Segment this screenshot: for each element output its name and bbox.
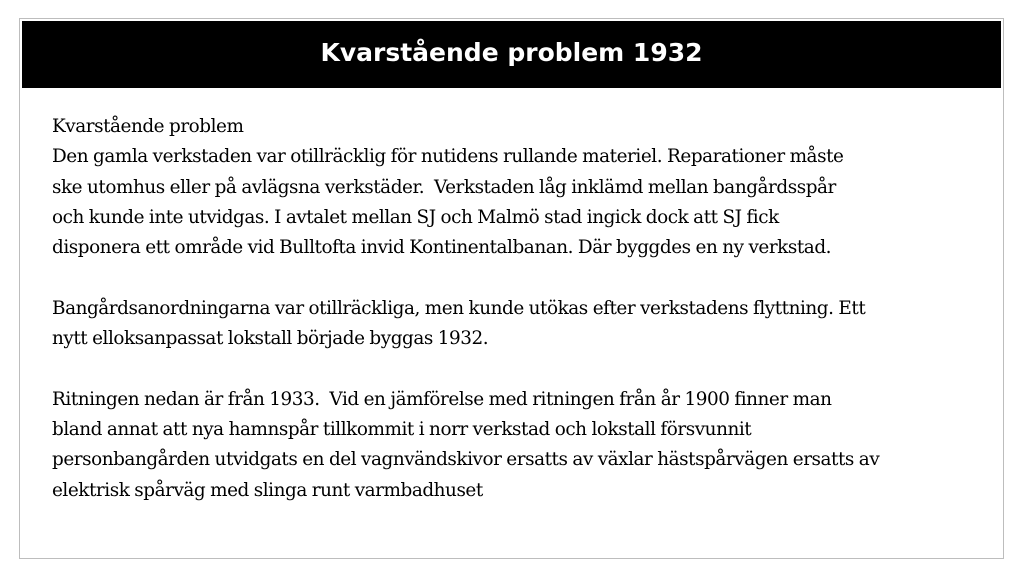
paragraph-1-line-2: ske utomhus eller på avlägsna verkstäder. Verkstaden låg inklämd mellan bangårdsspår [52, 176, 836, 198]
title-bar [22, 21, 1001, 88]
slide-title: Kvarstående problem 1932 [320, 38, 703, 67]
paragraph-3-line-1: Ritningen nedan är från 1933. Vid en jämförelse med ritningen från år 1900 finner man [52, 388, 832, 410]
paragraph-2-line-1: Bangårdsanordningarna var otillräckliga, men kunde utökas efter verkstadens flyttning. Ett [52, 297, 866, 319]
paragraph-3-line-4: elektrisk spårväg med slinga runt varmbadhuset [52, 479, 483, 501]
paragraph-1-line-3: och kunde inte utvidgas. I avtalet mellan SJ och Malmö stad ingick dock att SJ fick [52, 206, 779, 228]
paragraph-1-line-4: disponera ett område vid Bulltofta invid Kontinentalbanan. Där byggdes en ny verkstad. [52, 237, 832, 259]
slide-body [52, 112, 982, 506]
paragraph-spacer [52, 263, 982, 293]
paragraph-1-line-1: Den gamla verkstaden var otillräcklig för nutidens rullande materiel. Reparationer måste [52, 146, 844, 168]
body-heading: Kvarstående problem [52, 116, 244, 137]
paragraph-3-line-3: personbangården utvidgats en del vagnvändskivor ersatts av växlar hästspårvägen ersatts av [52, 449, 880, 471]
paragraph-3-line-2: bland annat att nya hamnspår tillkommit i norr verkstad och lokstall försvunnit [52, 418, 752, 440]
paragraph-2-line-2: nytt elloksanpassat lokstall började byggas 1932. [52, 328, 489, 350]
paragraph-spacer [52, 354, 982, 384]
